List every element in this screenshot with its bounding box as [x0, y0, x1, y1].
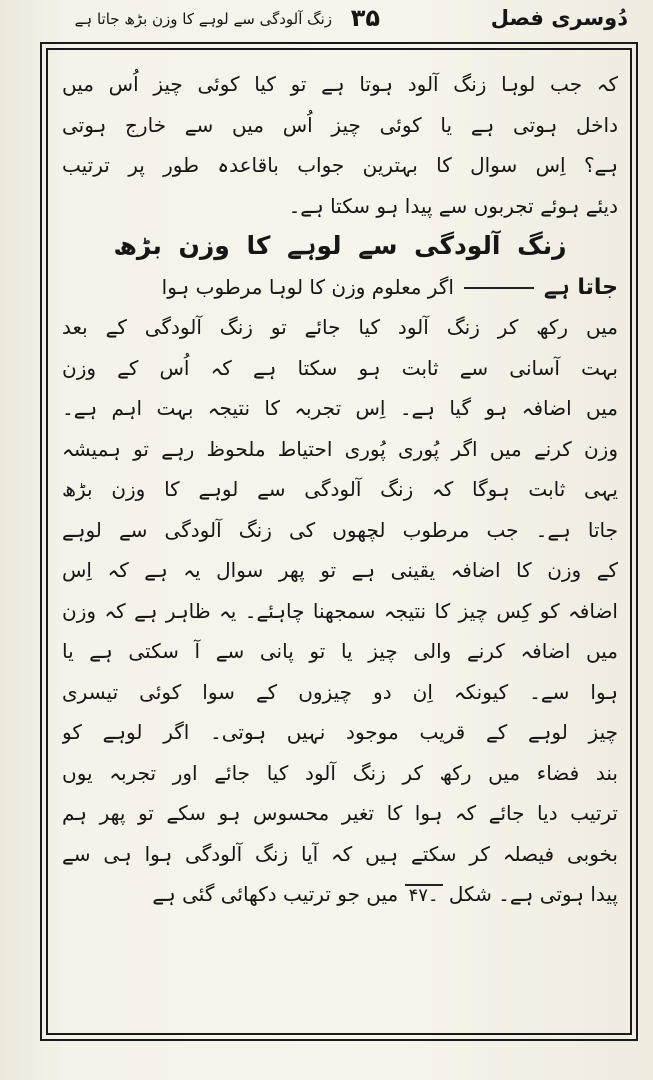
text-line: میں اضافہ کرنے والی چیز یا تو پانی سے آ سکتی ہے یا [62, 639, 618, 663]
heading-continuation-line [62, 267, 618, 308]
text-line: اضافہ کو کِس چیز کا نتیجہ سمجھنا چاہئے۔ یہ ظاہر ہے کہ وزن [62, 598, 618, 623]
final-line [62, 874, 618, 915]
text-line: یہی ثابت ہوگا کہ زنگ آلودگی سے لوہے کا وزن بڑھ [62, 477, 618, 501]
figure-reference: ۴۔۷ [405, 884, 443, 906]
text-line: کہ جب لوہا زنگ آلود ہوتا ہے تو کیا کوئی چیز اُس میں [62, 72, 618, 96]
page-number: ۳۵ [350, 4, 380, 32]
final-line-start: پیدا ہوتی ہے۔ شکل [448, 882, 618, 906]
chapter-label: دُوسری فصل [490, 6, 628, 30]
text-line: چیز لوہے کے قریب موجود نہیں ہوتی۔ اگر لوہے کو [62, 720, 618, 744]
running-title: زنگ آلودگی سے لوہے کا وزن بڑھ جاتا ہے [74, 10, 332, 28]
text-line: وزن کرنے میں اگر پُوری پُوری احتیاط ملحوظ رہے تو ہمیشہ [62, 436, 618, 461]
text-line: بخوبی فیصلہ کر سکتے ہیں کہ آیا زنگ آلودگی ہوا ہی سے [62, 841, 618, 866]
text-line: ہوا سے۔ کیونکہ اِن دو چیزوں کے سوا کوئی تیسری [62, 679, 618, 704]
text-line: کے وزن کا اضافہ یقینی ہے تو پھر سوال یہ ہے کہ اِس [62, 558, 618, 582]
heading-dash [464, 287, 534, 289]
text-line: دیئے ہوئے تجربوں سے پیدا ہو سکتا ہے۔ [288, 193, 618, 218]
text-line: میں اضافہ ہو گیا ہے۔ اِس تجربہ کا نتیجہ بہت اہم ہے۔ [62, 396, 618, 420]
text-line: بہت آسانی سے ثابت ہو سکتا ہے کہ اُس کے وزن [62, 355, 618, 380]
body-text [62, 64, 618, 1029]
paragraph-start: اگر معلوم وزن کا لوہا مرطوب ہوا [161, 274, 454, 299]
text-line: جاتا ہے۔ جب مرطوب لچھوں کی زنگ آلودگی سے لوہے [62, 517, 618, 542]
section-heading-end: جاتا ہے [543, 274, 618, 300]
text-line: ہے؟ اِس سوال کا بہترین جواب باقاعدہ طور پر ترتیب [62, 153, 618, 177]
text-line: داخل ہوتی ہے یا کوئی چیز اُس میں سے خارج ہوتی [62, 112, 618, 137]
text-line: ترتیب دیا جائے کہ ہوا کا تغیر محسوس ہو سکے تو پھر ہم [62, 801, 618, 825]
text-line: بند فضاء میں رکھ کر زنگ آلود کیا جائے اور تجربہ یوں [62, 760, 618, 785]
running-header [12, 4, 642, 40]
text-line: میں رکھ کر زنگ آلود کیا جائے تو زنگ آلودگی کے بعد [62, 315, 618, 339]
section-heading: زنگ آلودگی سے لوہے کا وزن بڑھ [113, 231, 567, 260]
final-line-end: میں جو ترتیب دکھائی گئی ہے [152, 882, 399, 906]
